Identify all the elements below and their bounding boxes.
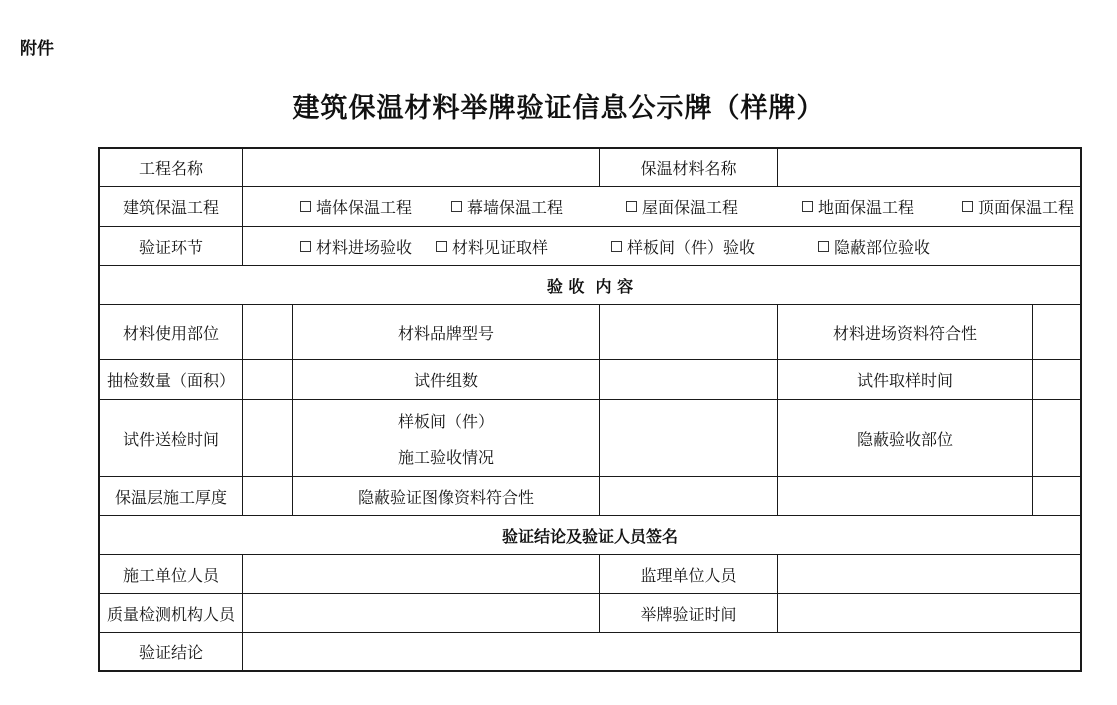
concealed-location-label: 隐蔽验收部位 bbox=[856, 429, 953, 449]
row-divider bbox=[98, 226, 1082, 227]
material-brand-model-label: 材料品牌型号 bbox=[397, 323, 494, 343]
supervision-personnel-label: 监理单位人员 bbox=[640, 565, 737, 585]
sample-room-acceptance-label bbox=[293, 402, 599, 474]
checkbox-icon bbox=[300, 201, 311, 212]
checkbox-icon bbox=[962, 201, 973, 212]
row-divider bbox=[98, 186, 1082, 187]
specimen-sampling-time-label: 试件取样时间 bbox=[856, 371, 953, 390]
works-option-floor[interactable]: 地面保温工程 bbox=[802, 187, 914, 225]
material-docs-compliance-label: 材料进场资料符合性 bbox=[832, 323, 977, 343]
supervision-personnel-value[interactable] bbox=[778, 555, 1080, 593]
concealed-image-compliance-label: 隐蔽验证图像资料符合性 bbox=[357, 487, 534, 507]
construction-personnel-label: 施工单位人员 bbox=[122, 565, 219, 585]
checkbox-icon bbox=[802, 201, 813, 212]
attachment-label: 附件 bbox=[20, 39, 54, 59]
works-option-wall[interactable]: 墙体保温工程 bbox=[300, 187, 412, 225]
sample-room-acceptance-value[interactable] bbox=[600, 400, 777, 476]
checkbox-icon bbox=[818, 241, 829, 252]
stage-option-witness-sampling[interactable]: 材料见证取样 bbox=[436, 227, 548, 265]
placard-time-label: 举牌验证时间 bbox=[640, 604, 737, 624]
row8-extra-cell-2[interactable] bbox=[1033, 477, 1080, 515]
project-name-value[interactable] bbox=[243, 148, 599, 186]
checkbox-icon bbox=[436, 241, 447, 252]
specimen-groups-label: 试件组数 bbox=[413, 371, 478, 390]
testing-personnel-label: 质量检测机构人员 bbox=[106, 604, 235, 624]
testing-personnel-value[interactable] bbox=[243, 594, 599, 632]
checkbox-icon bbox=[626, 201, 637, 212]
sample-room-label-line2: 施工验收情况 bbox=[397, 447, 494, 467]
specimen-submission-time-label: 试件送检时间 bbox=[122, 429, 219, 449]
specimen-groups-value[interactable] bbox=[600, 360, 777, 399]
conclusion-value[interactable] bbox=[243, 633, 1080, 670]
concealed-image-compliance-value[interactable] bbox=[600, 477, 777, 515]
checkbox-icon bbox=[300, 241, 311, 252]
insulation-material-name-label: 保温材料名称 bbox=[640, 158, 737, 178]
placard-time-value[interactable] bbox=[778, 594, 1080, 632]
conclusion-header: 验证结论及验证人员签名 bbox=[501, 526, 678, 546]
conclusion-label: 验证结论 bbox=[138, 643, 203, 662]
project-name-label: 工程名称 bbox=[138, 158, 203, 178]
stage-option-material-entry[interactable]: 材料进场验收 bbox=[300, 227, 412, 265]
specimen-submission-time-value[interactable] bbox=[243, 400, 292, 476]
page-title: 建筑保温材料举牌验证信息公示牌（样牌） bbox=[292, 93, 825, 124]
checkbox-icon bbox=[611, 241, 622, 252]
checkbox-icon bbox=[451, 201, 462, 212]
building-insulation-works-label: 建筑保温工程 bbox=[122, 198, 219, 217]
sampling-quantity-label: 抽检数量（面积） bbox=[106, 371, 235, 390]
acceptance-content-header: 验 收 内 容 bbox=[546, 276, 634, 296]
material-use-location-value[interactable] bbox=[243, 305, 292, 359]
material-use-location-label: 材料使用部位 bbox=[122, 323, 219, 343]
construction-personnel-value[interactable] bbox=[243, 555, 599, 593]
material-brand-model-value[interactable] bbox=[600, 305, 777, 359]
works-option-roof[interactable]: 屋面保温工程 bbox=[626, 187, 738, 225]
insulation-thickness-value[interactable] bbox=[243, 477, 292, 515]
works-option-curtain-wall[interactable]: 幕墙保温工程 bbox=[451, 187, 563, 225]
col-divider bbox=[1080, 147, 1082, 672]
sample-room-label-line1: 样板间（件） bbox=[397, 411, 494, 431]
stage-option-concealed[interactable]: 隐蔽部位验收 bbox=[818, 227, 930, 265]
sampling-quantity-value[interactable] bbox=[243, 360, 292, 399]
concealed-location-value[interactable] bbox=[1033, 400, 1080, 476]
verification-stage-label: 验证环节 bbox=[138, 237, 203, 257]
row-divider bbox=[98, 670, 1082, 672]
specimen-sampling-time-value[interactable] bbox=[1033, 360, 1080, 399]
insulation-material-name-value[interactable] bbox=[778, 148, 1080, 186]
insulation-thickness-label: 保温层施工厚度 bbox=[114, 487, 227, 507]
row8-extra-cell[interactable] bbox=[778, 477, 1032, 515]
works-option-ceiling[interactable]: 顶面保温工程 bbox=[962, 187, 1074, 225]
material-docs-compliance-value[interactable] bbox=[1033, 305, 1080, 359]
stage-option-sample-room[interactable]: 样板间（件）验收 bbox=[611, 227, 755, 265]
